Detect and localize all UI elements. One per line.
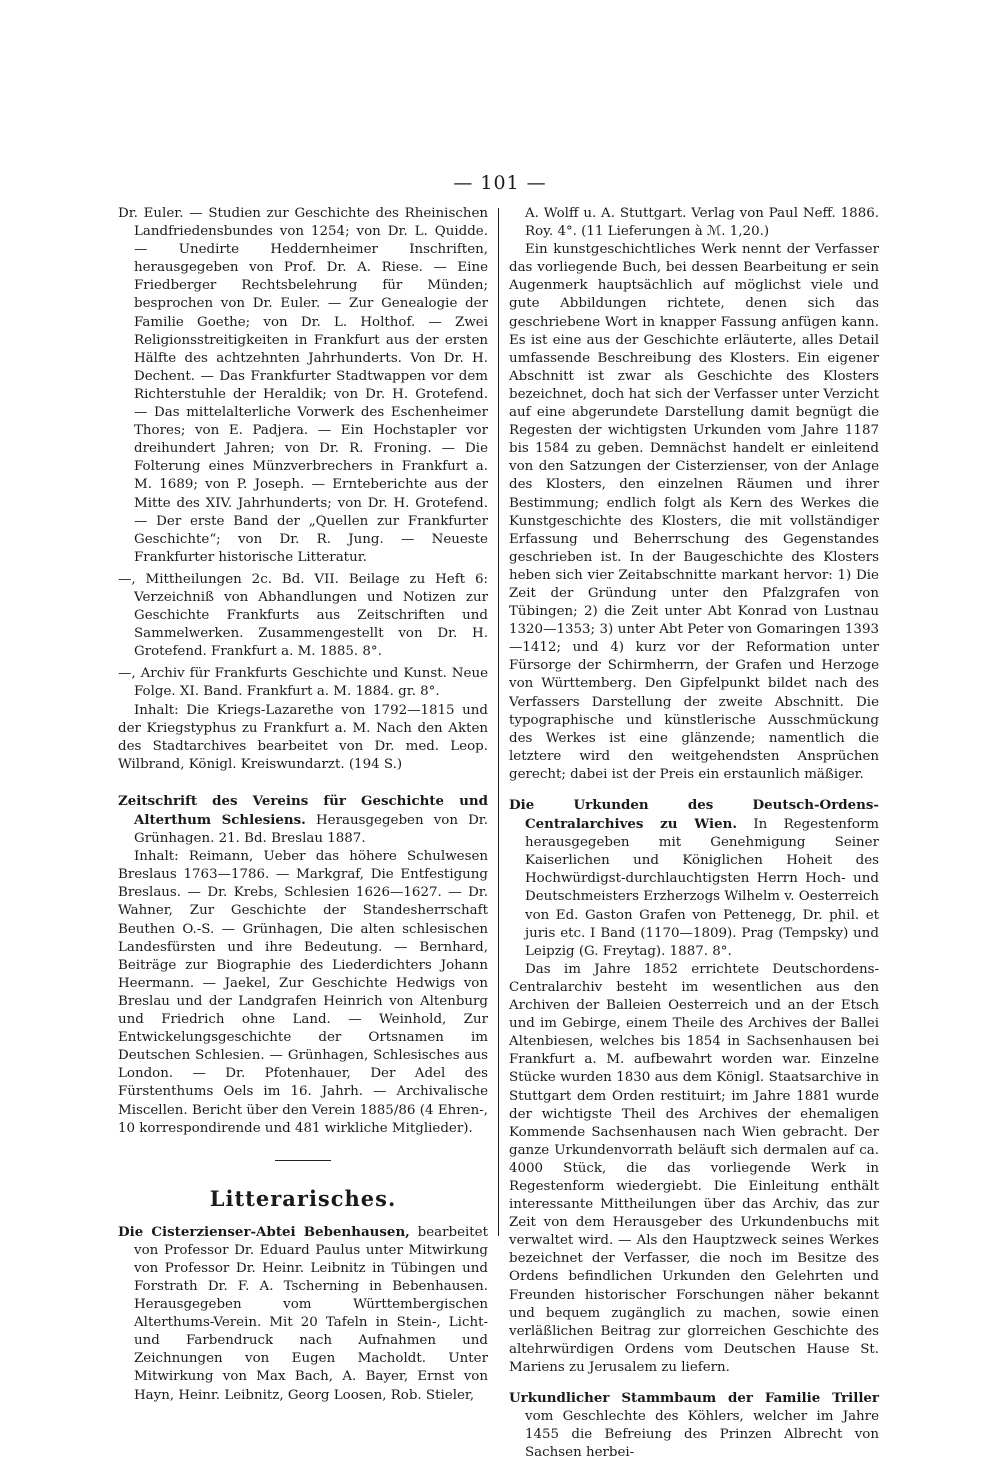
review-details: vom Geschlechte des Köhlers, welcher im Jahre 1455 die Befreiung des Prinzen Albrecht von Sachsen herbei- [525, 1409, 879, 1461]
review-deutschorden [509, 796, 879, 961]
section-heading: Litterarisches. [209, 1185, 397, 1211]
entry-archiv-frankfurt: —, Archiv für Frankfurts Geschichte und Kunst. Neue Folge. XI. Band. Frankfurt a. M. 1884. gr. 8°. [118, 666, 488, 700]
page-number: — 101 — [453, 172, 547, 194]
review-title: Urkundlicher Stammbaum der Familie Triller [509, 1390, 879, 1406]
entry-zeitschrift-contents: Inhalt: Reimann, Ueber das höhere Schulwesen Breslaus 1763—1786. — Markgraf, Die Entfestigung Breslaus. — Dr. Krebs, Schlesien 1626—1627. — Dr. Wahner, Zur Geschichte der Standesherrschaft Beuthen O.-S. — Grünhagen, Die alten schlesischen Landesfürsten und ihre Bedeutung. — Bernhard, Beiträge zur Biographie des Liederdichters Johann Heermann. — Jaekel, Zur Geschichte Hedwigs von Breslau und der Landgrafen Heinrich von Altenburg und Friedrich ohne Land. — Weinhold, Zur Entwickelungsgeschichte der Ortsnamen im Deutschen Schlesien. — Grünhagen, Schlesisches aus London. — Dr. Pfotenhauer, Der Adel des Fürstenthums Oels im 16. Jahrh. — Archivalische Miscellen. Bericht über den Verein 1885/86 (4 Ehren-, 10 korrespondirende und 481 wirkliche Mitglieder). [118, 849, 488, 1136]
right-column [509, 205, 879, 1462]
review-details: In Regestenform herausgegeben mit Genehmigung Seiner Kaiserlichen und Königlichen Hoheit des Hochwürdigst-durchlauchtigsten Herrn Hoch- und Deutschmeisters Erzherzogs Wilhelm v. Oesterreich von Ed. Gaston Grafen von Pettenegg, Dr. phil. et juris etc. I Band (1170—1809). Prag (Tempsky) und Leipzig (G. Freytag). 1887. 8°. [525, 817, 880, 959]
review-title: Die Cisterzienser-Abtei Bebenhausen, [118, 1223, 410, 1240]
review-stammbaum [509, 1389, 879, 1462]
entry-details: Herausgegeben von Dr. Grünhagen. 21. Bd. Breslau 1887. [134, 813, 488, 847]
review-details: bearbeitet von Professor Dr. Eduard Paulus unter Mitwirkung von Professor Dr. Heinr. Leibnitz in Tübingen und Forstrath Dr. F. A. Tscherning in Bebenhausen. Herausgegeben vom Württembergischen Alterthums-Verein. Mit 20 Tafeln in Stein-, Licht- und Farbendruck nach Aufnahmen und Zeichnungen von Eugen Macholdt. Unter Mitwirkung von Max Bach, A. Bayer, Ernst von Hayn, Heinr. Leibnitz, Georg Loosen, Rob. Stieler, [134, 1224, 488, 1403]
journal-contents-frankfurt: Dr. Euler. — Studien zur Geschichte des Rheinischen Landfriedensbundes von 1254; von Dr. L. Quidde. — Unedirte Heddernheimer Inschriften, herausgegeben von Prof. Dr. A. Riese. — Eine Friedberger Rechtsbelehrung für Münden; besprochen von Dr. Euler. — Zur Genealogie der Familie Goethe; von Dr. L. Holthof. — Zwei Religionsstreitigkeiten in Frankfurt aus der ersten Hälfte des achtzehnten Jahrhunderts. Von Dr. H. Dechent. — Das Frankfurter Stadtwappen vor dem Richterstuhle der Heraldik; von Dr. H. Grotefend. — Das mittelalterliche Vorwerk des Eschenheimer Thores; von E. Padjera. — Ein Hochstapler vor dreihundert Jahren; von Dr. R. Froning. — Die Folterung eines Münzverbrechers in Frankfurt a. M. 1689; von P. Joseph. — Ernteberichte aus der Mitte des XIV. Jahrhunderts; von Dr. H. Grotefend. — Der erste Band der „Quellen zur Frankfurter Geschichte“; von Dr. R. Jung. — Neueste Frankfurter historische Litteratur. [118, 206, 488, 565]
review-bebenhausen [118, 1223, 488, 1405]
review-bebenhausen-text: Ein kunstgeschichtliches Werk nennt der Verfasser das vorliegende Buch, bei dessen Bearbeitung er sein Augenmerk hauptsächlich auf möglichst viele und gute Abbildungen richtete, denen sich das geschriebene Wort in knapper Fassung anfügen kann. Es ist eine aus der Geschichte erläuterte, alles Detail umfassende Beschreibung des Klosters. Ein eigener Abschnitt ist zwar als Geschichte des Klosters bezeichnet, doch hat sich der Verfasser unter Verzicht auf eine abgerundete Darstellung damit begnügt die Regesten der wichtigsten Urkunden vom Jahre 1187 bis 1584 zu geben. Demnächst handelt er einleitend von den Satzungen der Cisterzienser, von der Anlage des Klosters, den einzelnen Räumen und ihrer Bestimmung; endlich folgt als Kern des Werkes die Kunstgeschichte des Klosters, die mit vollständiger Erfassung und Beherrschung des Gegenstandes geschrieben ist. In der Baugeschichte des Klosters heben sich vier Zeitabschnitte markant hervor: 1) Die Zeit der Gründung unter den Pfalzgrafen von Tübingen; 2) die Zeit unter Abt Konrad von Lustnau 1320—1353; 3) unter Abt Peter von Gomaringen 1393—1412; und 4) kurz vor der Reformation unter Fürsorge der Schirmherrn, der Grafen und Herzoge von Württemberg. Den Gipfelpunkt bildet nach des Verfassers Darstellung der zweite Abschnitt. Die typographische und künstlerische Ausschmückung des Werkes ist eine glänzende; namentlich die letztere wird den weitgehendsten Ansprüchen gerecht; dabei ist der Preis ein erstaunlich mäßiger. [509, 242, 879, 782]
entry-mittheilungen: —, Mittheilungen 2c. Bd. VII. Beilage zu Heft 6: Verzeichniß von Abhandlungen und Notizen zur Geschichte Frankfurts aus Zeitschriften und Sammelwerken. Zusammengestellt von Dr. H. Grotefend. Frankfurt a. M. 1885. 8°. [118, 571, 488, 660]
column-divider [498, 208, 499, 1236]
review-bebenhausen-continued: A. Wolff u. A. Stuttgart. Verlag von Paul Neff. 1886. Roy. 4°. (11 Lieferungen à ℳ. 1,20.) [525, 206, 879, 240]
section-separator [275, 1160, 331, 1161]
entry-title: Zeitschrift des Vereins für Geschichte und Alterthum Schlesiens. [118, 792, 488, 828]
review-deutschorden-text: Das im Jahre 1852 errichtete Deutschordens-Centralarchiv besteht im wesentlichen aus den Archiven der Balleien Oesterreich und an der Etsch und im Gebirge, einem Theile des Archives der Ballei Altenbiesen, welches bis 1854 in Sachsenhausen bei Frankfurt a. M. aufbewahrt worden war. Einzelne Stücke wurden 1830 aus dem Königl. Staatsarchive in Stuttgart dem Orden restituirt; im Jahre 1881 wurde der wichtigste Theil des Archives der ehemaligen Kommende Sachsenhausen nach Wien gebracht. Der ganze Urkundenvorrath beläuft sich dermalen auf ca. 4000 Stück, die das vorliegende Werk in Regestenform wiedergiebt. Die Einleitung enthält interessante Mittheilungen über das Archiv, das zur Zeit von dem Herausgeber des Urkundenbuchs mit verwaltet wird. — Als den Hauptzweck seines Werkes bezeichnet der Verfasser, die noch im Besitze des Ordens befindlichen Urkunden den Gelehrten und Freunden historischer Forschungen näher bekannt und bequem zugänglich zu machen, sowie einen verläßlichen Beitrag zur glorreichen Geschichte des altehrwürdigen Ordens vom Deutschen Hause St. Mariens zu Jerusalem zu liefern. [509, 961, 879, 1375]
entry-archiv-contents: Inhalt: Die Kriegs-Lazarethe von 1792—1815 und der Kriegstyphus zu Frankfurt a. M. Nach den Akten des Stadtarchives bearbeitet von Dr. med. Leop. Wilbrand, Königl. Kreiswundarzt. (194 S.) [118, 702, 488, 772]
entry-zeitschrift-schlesien [118, 792, 488, 848]
review-title: Die Urkunden des Deutsch-Ordens-Centralarchives zu Wien. [509, 797, 879, 833]
left-column [118, 205, 488, 1405]
